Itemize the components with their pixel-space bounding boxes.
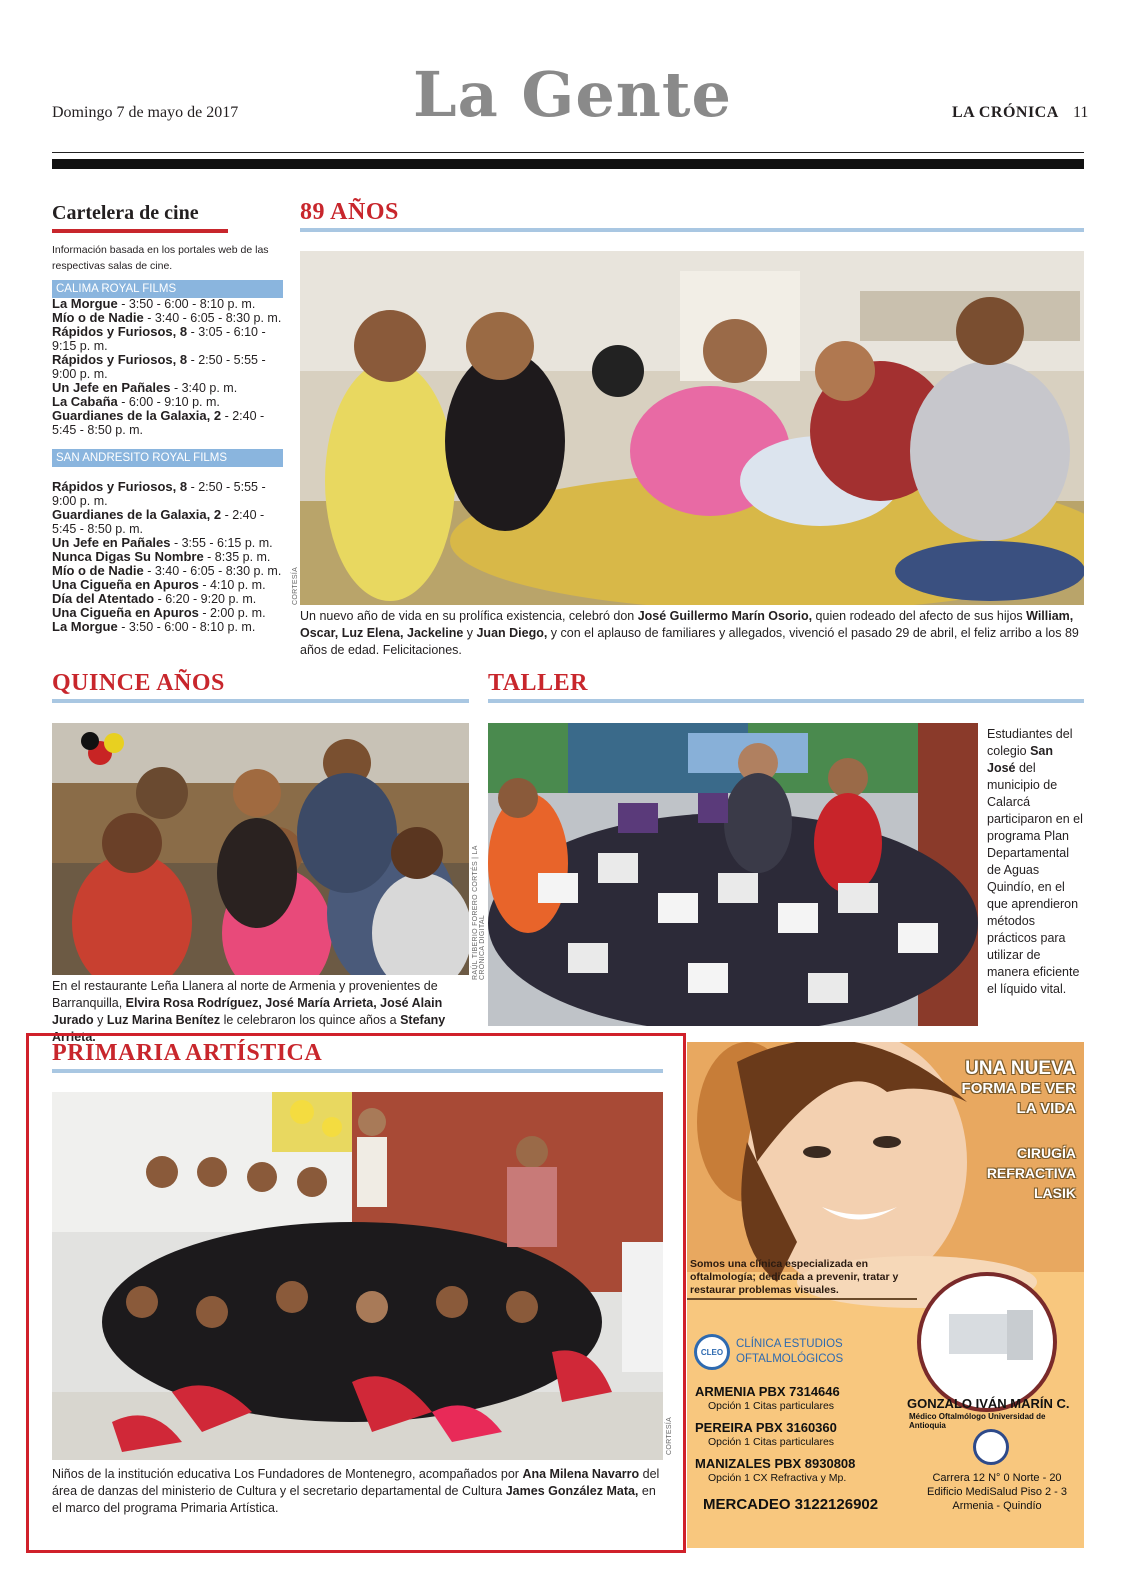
caption-segment: James González Mata, xyxy=(505,1484,639,1498)
cleo-logo-icon xyxy=(694,1334,730,1370)
film-listing xyxy=(52,592,284,606)
film-title: Guardianes de la Galaxia, 2 xyxy=(52,408,222,423)
caption-segment: José Guillermo Marín Osorio, xyxy=(637,609,813,623)
caption-segment: Ana Milena Navarro xyxy=(522,1467,640,1481)
caption-segment: San José xyxy=(987,744,1054,775)
film-title: Un Jefe en Pañales xyxy=(52,535,171,550)
film-times: - 8:35 p. m. xyxy=(203,550,271,564)
cinema-header-calima: CALIMA ROYAL FILMS xyxy=(52,280,283,298)
cartelera-title: Cartelera de cine xyxy=(52,202,199,224)
photo-primaria-artistica xyxy=(52,1092,663,1460)
ad-sub-3: LASIK xyxy=(1034,1185,1076,1201)
advertisement-cleo[interactable] xyxy=(687,1042,1084,1548)
caption-segment: Un nuevo año de vida en su prolífica existencia, celebró don xyxy=(300,609,638,623)
film-listing xyxy=(52,409,284,437)
page-number: 11 xyxy=(1073,104,1089,121)
film-list-sanandresito xyxy=(52,480,284,634)
film-title: Mío o de Nadie xyxy=(52,563,144,578)
film-times: - 3:05 - 6:10 - 9:15 p. m. xyxy=(52,325,266,353)
film-list-calima xyxy=(52,297,284,437)
photo-quince-anos xyxy=(52,723,469,975)
film-title: Una Cigueña en Apuros xyxy=(52,605,199,620)
address-line-1: Carrera 12 N° 0 Norte - 20 xyxy=(932,1472,1062,1484)
ad-headline-3: LA VIDA xyxy=(1016,1100,1076,1117)
film-listing xyxy=(52,536,284,550)
film-times: - 2:50 - 5:55 - 9:00 p. m. xyxy=(52,480,266,508)
phone-pereira[interactable]: PEREIRA PBX 3160360 xyxy=(695,1420,837,1435)
phone-manizales-option: Opción 1 CX Refractiva y Mp. xyxy=(708,1472,847,1484)
film-times: - 3:50 - 6:00 - 8:10 p. m. xyxy=(117,297,256,311)
film-title: Rápidos y Furiosos, 8 xyxy=(52,324,188,339)
film-times: - 2:50 - 5:55 - 9:00 p. m. xyxy=(52,353,266,381)
ad-sub-1: CIRUGÍA xyxy=(1016,1145,1076,1161)
film-times: - 3:40 p. m. xyxy=(170,381,238,395)
caption-taller xyxy=(987,726,1084,998)
film-listing xyxy=(52,564,284,578)
masthead-rule-thin xyxy=(52,152,1084,153)
section-title: La Gente xyxy=(413,58,732,131)
address-line-2: Edificio MediSalud Piso 2 - 3 xyxy=(926,1486,1067,1498)
film-title: Guardianes de la Galaxia, 2 xyxy=(52,507,222,522)
film-times: - 3:50 - 6:00 - 8:10 p. m. xyxy=(117,620,256,634)
film-listing xyxy=(52,353,284,381)
film-times: - 2:00 p. m. xyxy=(198,606,266,620)
film-title: Día del Atentado xyxy=(52,591,155,606)
caption-segment: Elvira Rosa Rodríguez, José María Arrieta, José Alain Jurado xyxy=(52,996,443,1027)
phone-mercadeo[interactable]: MERCADEO 3122126902 xyxy=(703,1496,879,1513)
heading-primaria-artistica: PRIMARIA ARTÍSTICA xyxy=(52,1040,323,1066)
caption-segment: quien rodeado del afecto de sus hijos xyxy=(812,609,1027,623)
film-times: - 6:20 - 9:20 p. m. xyxy=(154,592,257,606)
phone-manizales[interactable]: MANIZALES PBX 8930808 xyxy=(695,1456,856,1471)
film-title: La Cabaña xyxy=(52,394,118,409)
address-line-3: Armenia - Quindío xyxy=(952,1500,1042,1512)
heading-89-anos: 89 AÑOS xyxy=(300,199,399,225)
film-title: Nunca Digas Su Nombre xyxy=(52,549,204,564)
film-times: - 3:40 - 6:05 - 8:30 p. m. xyxy=(143,564,282,578)
credit-89-anos: CORTESÍA xyxy=(292,566,299,605)
film-times: - 3:55 - 6:15 p. m. xyxy=(170,536,273,550)
masthead-rule-thick xyxy=(52,159,1084,169)
university-seal-icon xyxy=(973,1429,1009,1465)
film-title: La Morgue xyxy=(52,296,118,311)
caption-segment: del municipio de Calarcá participaron en el programa Plan Departamental de Aguas Quindío, en el que aprendieron métodos prácticos para utilizar de manera eficiente el líquido vital. xyxy=(987,761,1083,996)
rule-quince-anos xyxy=(52,699,469,703)
photo-taller xyxy=(488,723,978,1026)
caption-segment: Stefany Arrieta. xyxy=(52,1013,446,1044)
ad-tagline: Somos una clínica especializada en oftalmología; dedicada a prevenir, tratar y restaurar problemas visuales. xyxy=(690,1258,899,1296)
film-title: Una Cigueña en Apuros xyxy=(52,577,199,592)
film-times: - 6:00 - 9:10 p. m. xyxy=(117,395,220,409)
phone-armenia[interactable]: ARMENIA PBX 7314646 xyxy=(695,1384,840,1399)
heading-taller: TALLER xyxy=(488,670,588,696)
ad-headline-1: UNA NUEVA xyxy=(965,1058,1076,1079)
rule-taller xyxy=(488,699,1084,703)
clinic-name-1: CLÍNICA ESTUDIOS xyxy=(736,1338,843,1350)
caption-segment: le celebraron los quince años a xyxy=(220,1013,401,1027)
film-listing xyxy=(52,381,284,395)
caption-segment: Juan Diego, xyxy=(476,626,548,640)
film-listing xyxy=(52,578,284,592)
film-listing xyxy=(52,311,284,325)
film-listing xyxy=(52,606,284,620)
phone-pereira-option: Opción 1 Citas particulares xyxy=(708,1436,835,1448)
film-listing xyxy=(52,550,284,564)
film-times: - 2:40 - 5:45 - 8:50 p. m. xyxy=(52,508,265,536)
film-title: Un Jefe en Pañales xyxy=(52,380,171,395)
film-listing xyxy=(52,395,284,409)
film-listing xyxy=(52,480,284,508)
caption-segment: y con el aplauso de familiares y allegados, vivenció el pasado 29 de abril, el feliz arribo a los 89 años de edad. Felicitaciones. xyxy=(300,626,1079,657)
film-title: Mío o de Nadie xyxy=(52,310,144,325)
cinema-header-sanandresito: SAN ANDRESITO ROYAL FILMS xyxy=(52,449,283,467)
caption-segment: en el marco del programa Primaria Artística. xyxy=(52,1484,656,1515)
phone-armenia-option: Opción 1 Citas particulares xyxy=(708,1400,835,1412)
caption-segment: del área de danzas del ministerio de Cultura y el secretario departamental de Cultura xyxy=(52,1467,660,1498)
rule-89-anos xyxy=(300,228,1084,232)
heading-quince-anos: QUINCE AÑOS xyxy=(52,670,225,696)
caption-segment: Estudiantes del colegio xyxy=(987,727,1073,758)
cartelera-note: Información basada en los portales web de las respectivas salas de cine. xyxy=(52,244,269,272)
newspaper-name: LA CRÓNICA xyxy=(952,104,1059,121)
caption-primaria-artistica xyxy=(52,1466,664,1517)
caption-segment: Luz Marina Benítez xyxy=(106,1013,221,1027)
credit-primaria-artistica: CORTESÍA xyxy=(666,1416,673,1455)
photo-89-anos xyxy=(300,251,1084,605)
doctor-title: Médico Oftalmólogo Universidad de Antioquia xyxy=(909,1412,1046,1430)
caption-segment: y xyxy=(93,1013,107,1027)
cleo-logo-text: CLEO xyxy=(700,1348,724,1357)
film-times: - 3:40 - 6:05 - 8:30 p. m. xyxy=(143,311,282,325)
ad-sub-2: REFRACTIVA xyxy=(986,1165,1076,1181)
credit-quince-anos: RAÚL TIBERIO FORERO CORTÉS | LA CRÓNICA DIGITAL xyxy=(472,845,486,980)
doctor-name: GONZALO IVÁN MARÍN C. xyxy=(907,1396,1070,1411)
film-listing xyxy=(52,297,284,311)
film-listing xyxy=(52,620,284,634)
film-title: Rápidos y Furiosos, 8 xyxy=(52,352,188,367)
film-title: Rápidos y Furiosos, 8 xyxy=(52,479,188,494)
caption-segment: En el restaurante Leña Llanera al norte de Armenia y provenientes de Barranquilla, xyxy=(52,979,438,1010)
cartelera-underline xyxy=(52,229,228,233)
rule-primaria-artistica xyxy=(52,1069,663,1073)
caption-segment: Niños de la institución educativa Los Fundadores de Montenegro, acompañados por xyxy=(52,1467,523,1481)
film-listing xyxy=(52,508,284,536)
film-times: - 2:40 - 5:45 - 8:50 p. m. xyxy=(52,409,265,437)
issue-date: Domingo 7 de mayo de 2017 xyxy=(52,104,239,121)
film-times: - 4:10 p. m. xyxy=(198,578,266,592)
film-listing xyxy=(52,325,284,353)
caption-segment: William, Oscar, Luz Elena, Jackeline xyxy=(300,609,1074,640)
caption-89-anos xyxy=(300,608,1084,659)
caption-segment: y xyxy=(463,626,477,640)
film-title: La Morgue xyxy=(52,619,118,634)
clinic-name-2: OFTALMOLÓGICOS xyxy=(736,1353,844,1365)
ad-headline-2: FORMA DE VER xyxy=(961,1080,1076,1097)
